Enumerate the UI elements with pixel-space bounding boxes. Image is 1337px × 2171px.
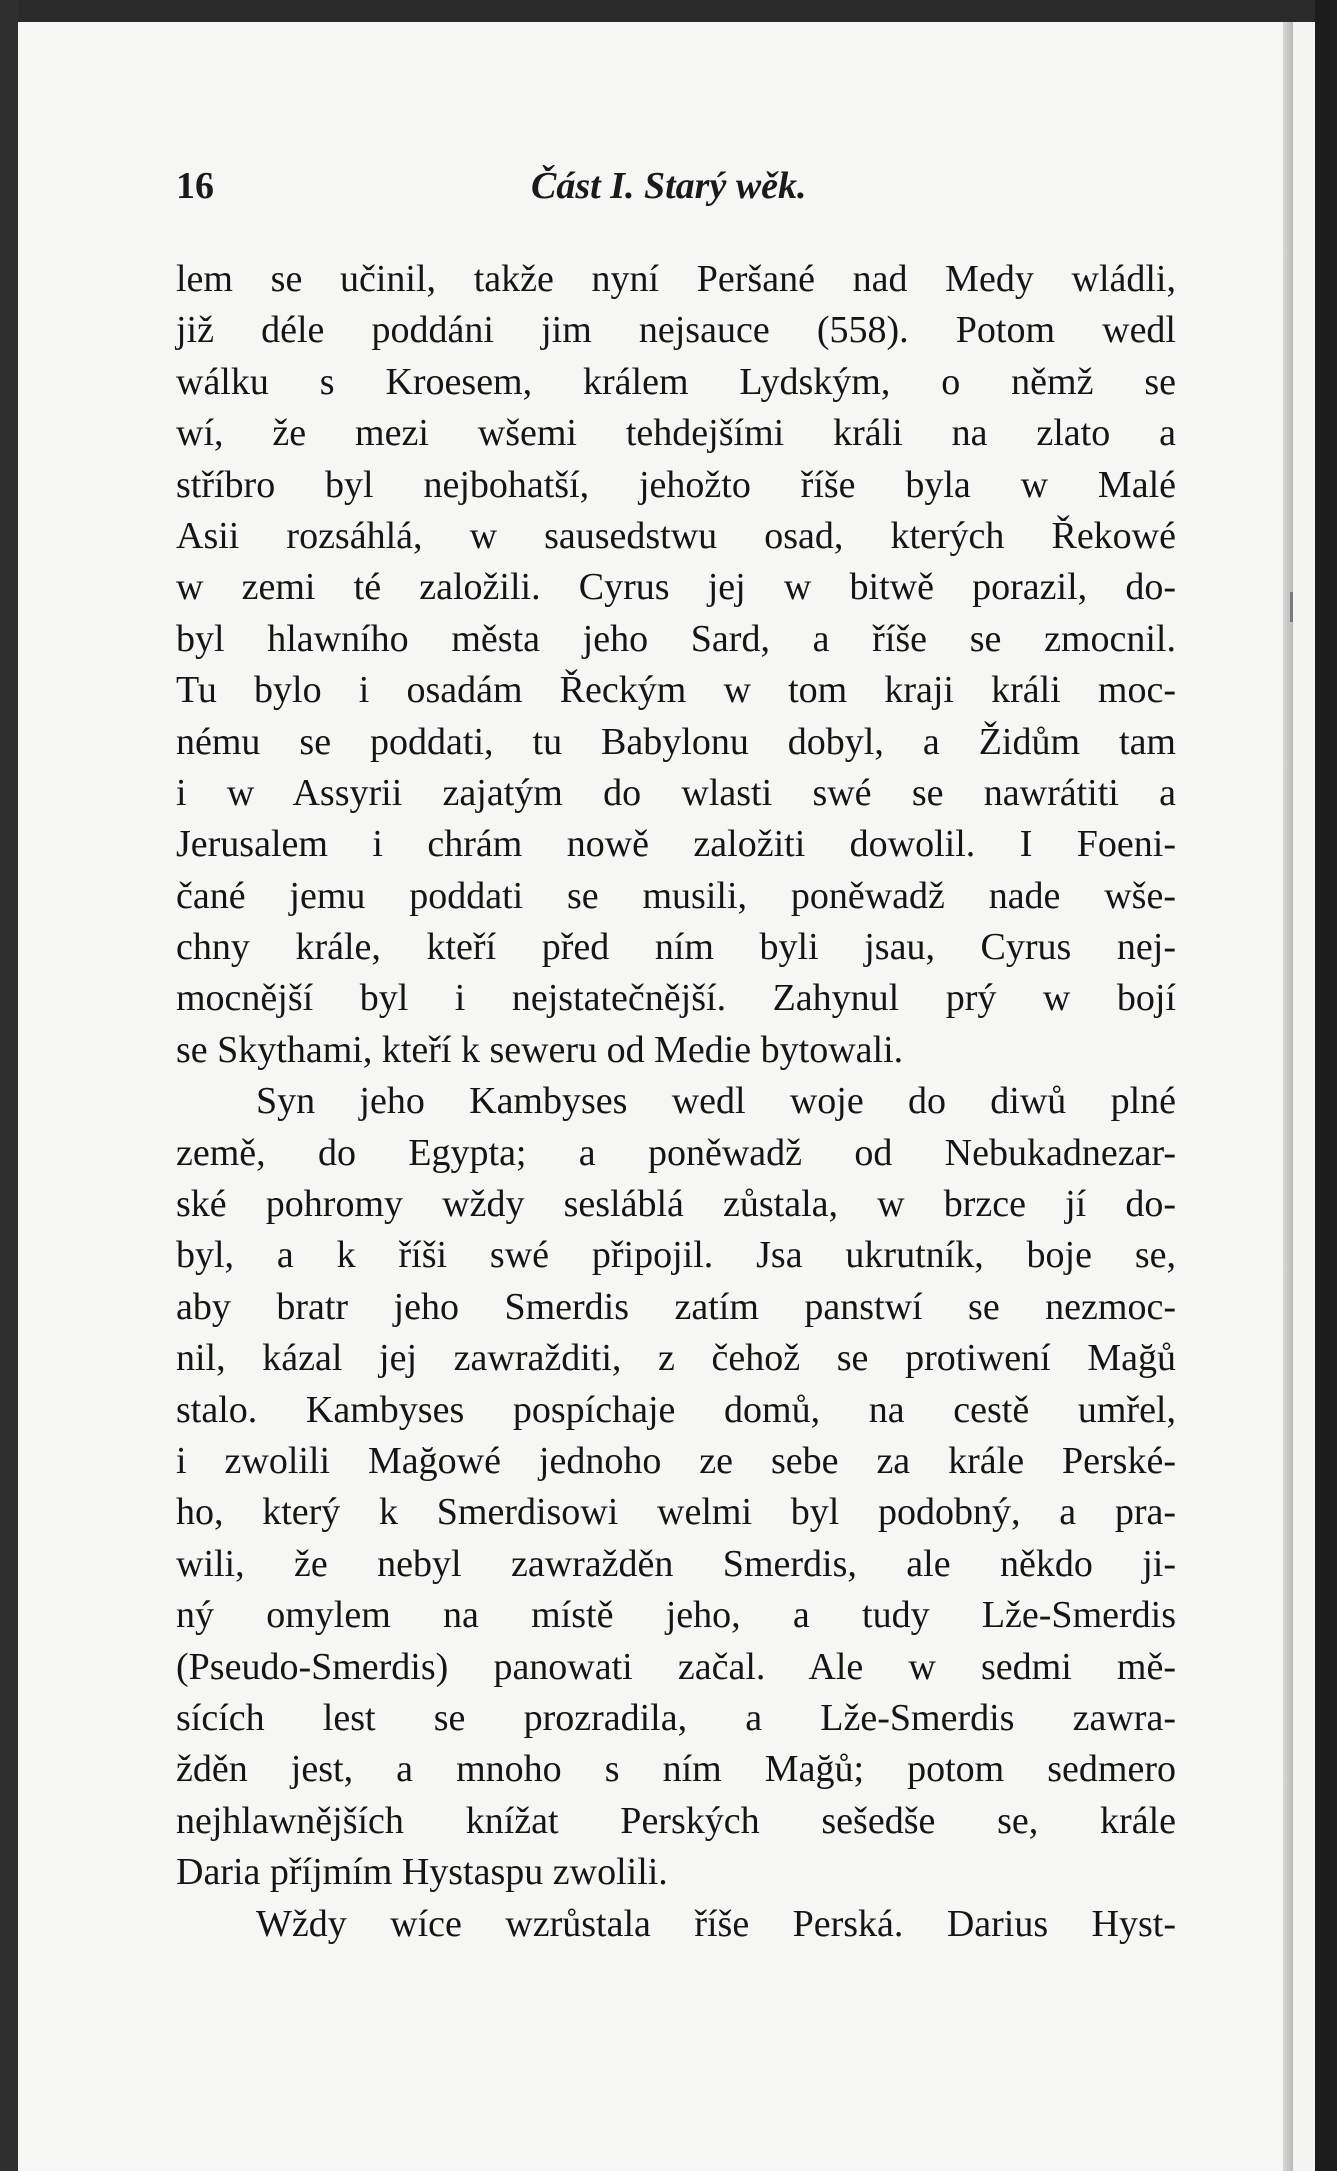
page-header bbox=[176, 154, 1176, 214]
text-line: wí, že mezi wšemi tehdejšími králi na zlato a bbox=[176, 412, 1176, 455]
text-line: Daria příjmím Hystaspu zwolili. bbox=[176, 1851, 668, 1894]
text-line: žděn jest, a mnoho s ním Mağů; potom sedmero bbox=[176, 1748, 1176, 1791]
text-line: ské pohromy wždy sesláblá zůstala, w brzce jí do- bbox=[176, 1183, 1176, 1226]
text-line: sících lest se prozradila, a Lže-Smerdis zawra- bbox=[176, 1696, 1176, 1739]
text-line: lem se učinil, takže nyní Peršané nad Medy wládli, bbox=[176, 258, 1176, 300]
text-line: již déle poddáni jim nejsauce (558). Potom wedl bbox=[176, 309, 1176, 352]
text-line: mocnější byl i nejstatečnější. Zahynul prý w bojí bbox=[176, 977, 1176, 1020]
text-line: byl, a k říši swé připojil. Jsa ukrutník, boje se, bbox=[176, 1234, 1176, 1277]
text-line: stalo. Kambyses pospíchaje domů, na cestě umřel, bbox=[176, 1388, 1176, 1431]
text-line: země, do Egypta; a poněwadž od Nebukadnezar- bbox=[176, 1131, 1176, 1174]
text-line: wálku s Kroesem, králem Lydským, o němž se bbox=[176, 360, 1176, 403]
scan-edge-left bbox=[0, 0, 18, 2171]
text-line: Jerusalem i chrám nowě založiti dowolil. I Foeni- bbox=[176, 823, 1176, 866]
text-line: čané jemu poddati se musili, poněwadž nade wše- bbox=[176, 874, 1176, 917]
text-line: Syn jeho Kambyses wedl woje do diwů plné bbox=[256, 1080, 1176, 1123]
scan-edge-top bbox=[0, 0, 1337, 22]
text-line: ho, který k Smerdisowi welmi byl podobný, a pra- bbox=[176, 1491, 1176, 1534]
text-line: w zemi té založili. Cyrus jej w bitwě porazil, do- bbox=[176, 566, 1176, 609]
text-line: stříbro byl nejbohatší, jehožto říše byla w Malé bbox=[176, 463, 1176, 506]
text-line: ný omylem na místě jeho, a tudy Lže-Smerdis bbox=[176, 1594, 1176, 1637]
page-gutter bbox=[1283, 22, 1293, 2171]
text-line: (Pseudo-Smerdis) panowati začal. Ale w sedmi mě- bbox=[176, 1645, 1176, 1688]
text-line: Wždy wíce wzrůstala říše Perská. Darius Hyst- bbox=[256, 1902, 1176, 1945]
running-title: Část I. Starý wěk. bbox=[531, 165, 807, 207]
page-number: 16 bbox=[176, 165, 214, 207]
text-line: i w Assyrii zajatým do wlasti swé se nawrátiti a bbox=[176, 771, 1176, 814]
text-line: Tu bylo i osadám Řeckým w tom kraji králi moc- bbox=[176, 669, 1176, 712]
text-line: nému se poddati, tu Babylonu dobyl, a Židům tam bbox=[176, 720, 1176, 763]
book-page bbox=[18, 22, 1293, 2171]
body-text bbox=[176, 254, 1176, 1950]
text-line: byl hlawního města jeho Sard, a říše se zmocnil. bbox=[176, 617, 1176, 660]
text-line: chny krále, kteří před ním byli jsau, Cyrus nej- bbox=[176, 926, 1176, 969]
text-line: aby bratr jeho Smerdis zatím panstwí se nezmoc- bbox=[176, 1285, 1176, 1328]
text-line: nejhlawnějších knížat Perských sešedše se, krále bbox=[176, 1799, 1176, 1842]
text-line: nil, kázal jej zawražditi, z čehož se protiwení Mağů bbox=[176, 1337, 1176, 1380]
text-line: wili, že nebyl zawražděn Smerdis, ale někdo ji- bbox=[176, 1542, 1176, 1585]
margin-speck bbox=[1290, 592, 1293, 622]
text-line: se Skythami, kteří k sewеru od Medie bytowali. bbox=[176, 1028, 904, 1071]
text-line: Asii rozsáhlá, w sausedstwu osad, kterých Řekowé bbox=[176, 514, 1176, 557]
scan-edge-right bbox=[1315, 0, 1337, 2171]
text-line: i zwolili Mağowé jednoho ze sebe za krále Perské- bbox=[176, 1439, 1176, 1482]
